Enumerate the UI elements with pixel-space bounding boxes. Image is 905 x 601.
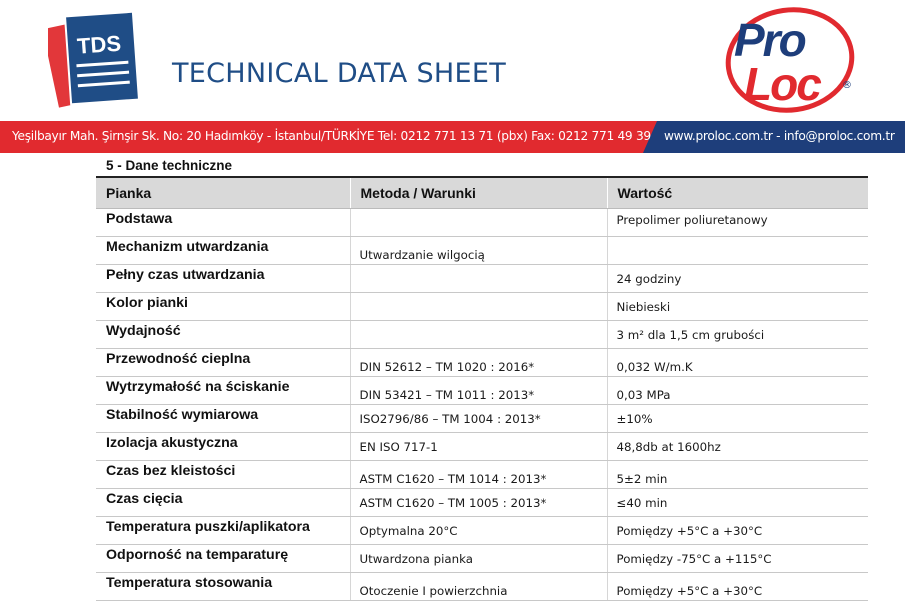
property-cell: [96, 489, 350, 517]
measured-value: Pomiędzy -75°C a +115°C: [616, 552, 772, 566]
property-cell: [96, 321, 350, 349]
column-header-property: Pianka: [96, 177, 350, 209]
company-web-contact: www.proloc.com.tr - info@proloc.com.tr: [664, 129, 895, 143]
column-header-value: Wartość: [607, 177, 868, 209]
table-row: [96, 489, 868, 517]
measured-value: 24 godziny: [616, 272, 682, 286]
method-cell: [350, 265, 607, 293]
method-cell: [350, 237, 607, 265]
method-cell: [350, 517, 607, 545]
value-cell: [607, 209, 868, 237]
property-cell: [96, 573, 350, 601]
measured-value: ≤40 min: [616, 496, 668, 510]
method-cell: [350, 405, 607, 433]
measured-value: Prepolimer poliuretanowy: [616, 213, 768, 227]
proloc-logo: [718, 4, 858, 114]
property-name: Przewodność cieplna: [106, 351, 251, 367]
table-row: [96, 545, 868, 573]
table-row: [96, 405, 868, 433]
method-value: Utwardzanie wilgocią: [359, 248, 485, 262]
value-cell: [607, 517, 868, 545]
method-cell: [350, 573, 607, 601]
value-cell: [607, 461, 868, 489]
table-row: [96, 321, 868, 349]
measured-value: Pomiędzy +5°C a +30°C: [616, 524, 763, 538]
method-cell: [350, 321, 607, 349]
property-name: Temperatura puszki/aplikatora: [106, 519, 310, 535]
measured-value: 3 m² dla 1,5 cm grubości: [616, 328, 765, 342]
table-row: [96, 237, 868, 265]
property-name: Kolor pianki: [106, 295, 188, 311]
table-header-row: [96, 177, 868, 209]
property-name: Odporność na temparaturę: [106, 547, 289, 563]
registered-mark: ®: [842, 80, 852, 91]
method-cell: [350, 377, 607, 405]
property-name: Czas bez kleistości: [106, 463, 236, 479]
value-cell: [607, 433, 868, 461]
property-cell: [96, 293, 350, 321]
property-name: Mechanizm utwardzania: [106, 239, 269, 255]
property-cell: [96, 265, 350, 293]
brand-line-2: Loc: [744, 58, 820, 110]
brand-line-1: Pro: [734, 14, 805, 66]
method-cell: [350, 545, 607, 573]
property-name: Pełny czas utwardzania: [106, 267, 265, 283]
measured-value: 5±2 min: [616, 472, 668, 486]
method-cell: [350, 209, 607, 237]
method-value: [351, 293, 607, 300]
value-cell: [607, 573, 868, 601]
table-row: [96, 377, 868, 405]
value-cell: [607, 237, 868, 265]
value-cell: [607, 489, 868, 517]
table-row: [96, 517, 868, 545]
property-cell: [96, 377, 350, 405]
property-name: Izolacja akustyczna: [106, 435, 238, 451]
table-row: [96, 433, 868, 461]
method-cell: [350, 461, 607, 489]
method-cell: [350, 293, 607, 321]
measured-value: ±10%: [616, 412, 653, 426]
property-name: Temperatura stosowania: [106, 575, 273, 591]
method-cell: [350, 433, 607, 461]
table-row: [96, 461, 868, 489]
value-cell: [607, 377, 868, 405]
method-value: Otoczenie I powierzchnia: [359, 584, 508, 598]
method-value: ISO2796/86 – TM 1004 : 2013*: [359, 412, 541, 426]
method-value: DIN 53421 – TM 1011 : 2013*: [359, 388, 535, 402]
document-header: [0, 0, 905, 120]
method-value: [351, 321, 607, 328]
technical-data-table: [96, 176, 868, 601]
tds-document-icon: [48, 8, 144, 108]
property-cell: [96, 237, 350, 265]
value-cell: [607, 545, 868, 573]
property-cell: [96, 517, 350, 545]
method-value: EN ISO 717-1: [359, 440, 438, 454]
document-title: TECHNICAL DATA SHEET: [172, 58, 507, 89]
value-cell: [607, 265, 868, 293]
property-name: Czas cięcia: [106, 491, 183, 507]
method-value: [351, 265, 607, 272]
measured-value: Niebieski: [616, 300, 671, 314]
property-cell: [96, 545, 350, 573]
property-name: Stabilność wymiarowa: [106, 407, 259, 423]
measured-value: 0,03 MPa: [616, 388, 671, 402]
property-name: Wydajność: [106, 323, 181, 339]
table-row: [96, 349, 868, 377]
property-name: Wytrzymałość na ściskanie: [106, 379, 290, 395]
method-value: ASTM C1620 – TM 1005 : 2013*: [359, 496, 547, 510]
property-cell: [96, 349, 350, 377]
property-cell: [96, 433, 350, 461]
method-cell: [350, 489, 607, 517]
method-value: Optymalna 20°C: [359, 524, 458, 538]
column-header-method: Metoda / Warunki: [350, 177, 607, 209]
table-row: [96, 265, 868, 293]
value-cell: [607, 405, 868, 433]
company-address: Yeşilbayır Mah. Şirnşir Sk. No: 20 Hadımköy - İstanbul/TÜRKİYE Tel: 0212 771 13 71 (pbx) Fax: 0212 771 49 39: [12, 129, 651, 143]
method-value: Utwardzona pianka: [359, 552, 473, 566]
property-cell: [96, 209, 350, 237]
method-value: ASTM C1620 – TM 1014 : 2013*: [359, 472, 547, 486]
table-row: [96, 209, 868, 237]
contact-banner: [0, 121, 905, 153]
property-cell: [96, 405, 350, 433]
value-cell: [607, 349, 868, 377]
measured-value: Pomiędzy +5°C a +30°C: [616, 584, 763, 598]
method-cell: [350, 349, 607, 377]
table-row: [96, 573, 868, 601]
section-heading: 5 - Dane techniczne: [106, 158, 233, 173]
value-cell: [607, 321, 868, 349]
measured-value: 48,8db at 1600hz: [616, 440, 721, 454]
measured-value: 0,032 W/m.K: [616, 360, 693, 374]
tds-logo-text: TDS: [76, 30, 122, 59]
property-cell: [96, 461, 350, 489]
method-value: DIN 52612 – TM 1020 : 2016*: [359, 360, 535, 374]
property-name: Podstawa: [106, 211, 173, 227]
measured-value: [608, 237, 869, 248]
value-cell: [607, 293, 868, 321]
method-value: [351, 209, 607, 216]
table-row: [96, 293, 868, 321]
